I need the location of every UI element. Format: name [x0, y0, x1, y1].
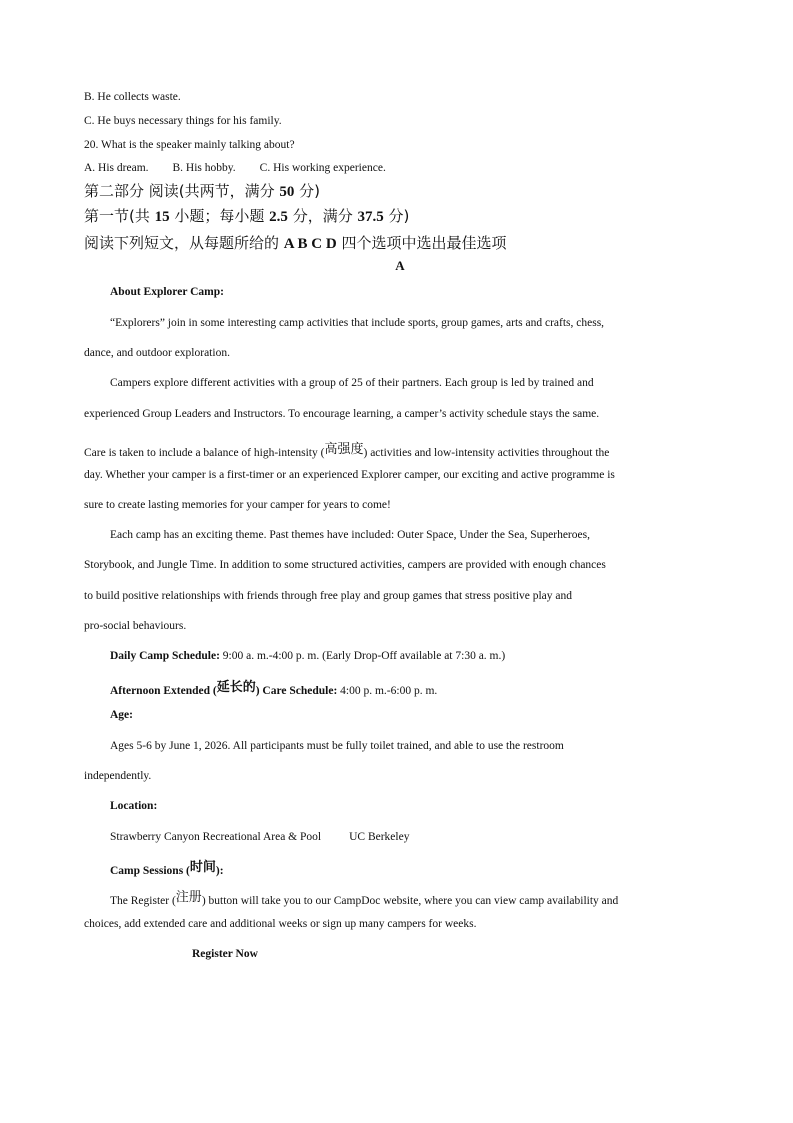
location-2: UC Berkeley: [349, 831, 410, 843]
paragraph-2-line-3: Care is taken to include a balance of high-intensity (高强度) activities and low-intensity activities throughout the: [84, 442, 610, 459]
paragraph-1-line-1: “Explorers” join in some interesting camp activities that include sports, group games, arts and crafts, chess,: [110, 317, 605, 329]
paragraph-3-line-2: Storybook, and Jungle Time. In addition to some structured activities, campers are provided with enough chances: [84, 559, 606, 571]
part2-heading: 第二部分 阅读(共两节，满分 50 分): [84, 182, 321, 200]
location-1: Strawberry Canyon Recreational Area & Pool: [110, 831, 322, 843]
age-line-2: independently.: [84, 770, 152, 782]
age-line-1: Ages 5-6 by June 1, 2026. All participants must be fully toilet trained, and able to use the restroom: [110, 740, 564, 752]
daily-schedule-label: Daily Camp Schedule:: [110, 650, 220, 662]
paragraph-3-line-4: pro-social behaviours.: [84, 620, 187, 632]
paragraph-2-line-1: Campers explore different activities with a group of 25 of their partners. Each group is led by trained and: [110, 377, 594, 389]
age-label: Age:: [110, 709, 133, 721]
question-20-options: [84, 162, 386, 174]
q20-option-b: B. His hobby.: [172, 162, 236, 174]
option-c: C. He buys necessary things for his family.: [84, 115, 282, 127]
option-b: B. He collects waste.: [84, 91, 181, 103]
paragraph-3-line-3: to build positive relationships with friends through free play and group games that stress positive play and: [84, 590, 573, 602]
paragraph-2-line-5: sure to create lasting memories for your camper for years to come!: [84, 499, 391, 511]
section1-heading: 第一节(共 15 小题；每小题 2.5 分，满分 37.5 分): [84, 207, 410, 225]
about-heading: About Explorer Camp:: [110, 286, 224, 298]
afternoon-schedule-value: 4:00 p. m.-6:00 p. m.: [337, 685, 438, 697]
paragraph-3-line-1: Each camp has an exciting theme. Past themes have included: Outer Space, Under the Sea, Superheroes,: [110, 529, 590, 541]
paragraph-2-line-2: experienced Group Leaders and Instructors. To encourage learning, a camper’s activity schedule stays the same.: [84, 408, 600, 420]
paragraph-2-line-4: day. Whether your camper is a first-timer or an experienced Explorer camper, our exciting and active programme is: [84, 469, 615, 481]
question-20: 20. What is the speaker mainly talking about?: [84, 139, 295, 151]
daily-schedule: [110, 650, 505, 662]
instruction: 阅读下列短文，从每题所给的 A B C D 四个选项中选出最佳选项: [84, 234, 507, 252]
location-values: [110, 831, 409, 843]
q20-option-c: C. His working experience.: [259, 162, 386, 174]
q20-option-a: A. His dream.: [84, 162, 149, 174]
register-now: Register Now: [192, 948, 258, 960]
paragraph-1-line-2: dance, and outdoor exploration.: [84, 347, 230, 359]
daily-schedule-value: 9:00 a. m.-4:00 p. m. (Early Drop-Off available at 7:30 a. m.): [219, 650, 506, 662]
passage-label: A: [395, 258, 405, 273]
register-line-1: The Register (注册) button will take you to our CampDoc website, where you can view camp availability and: [110, 890, 619, 907]
afternoon-schedule: Afternoon Extended (延长的) Care Schedule: 4:00 p. m.-6:00 p. m.: [110, 680, 438, 697]
location-label: Location:: [110, 800, 158, 812]
register-line-2: choices, add extended care and additional weeks or sign up many campers for weeks.: [84, 918, 477, 930]
sessions-label: Camp Sessions (时间):: [110, 860, 224, 877]
